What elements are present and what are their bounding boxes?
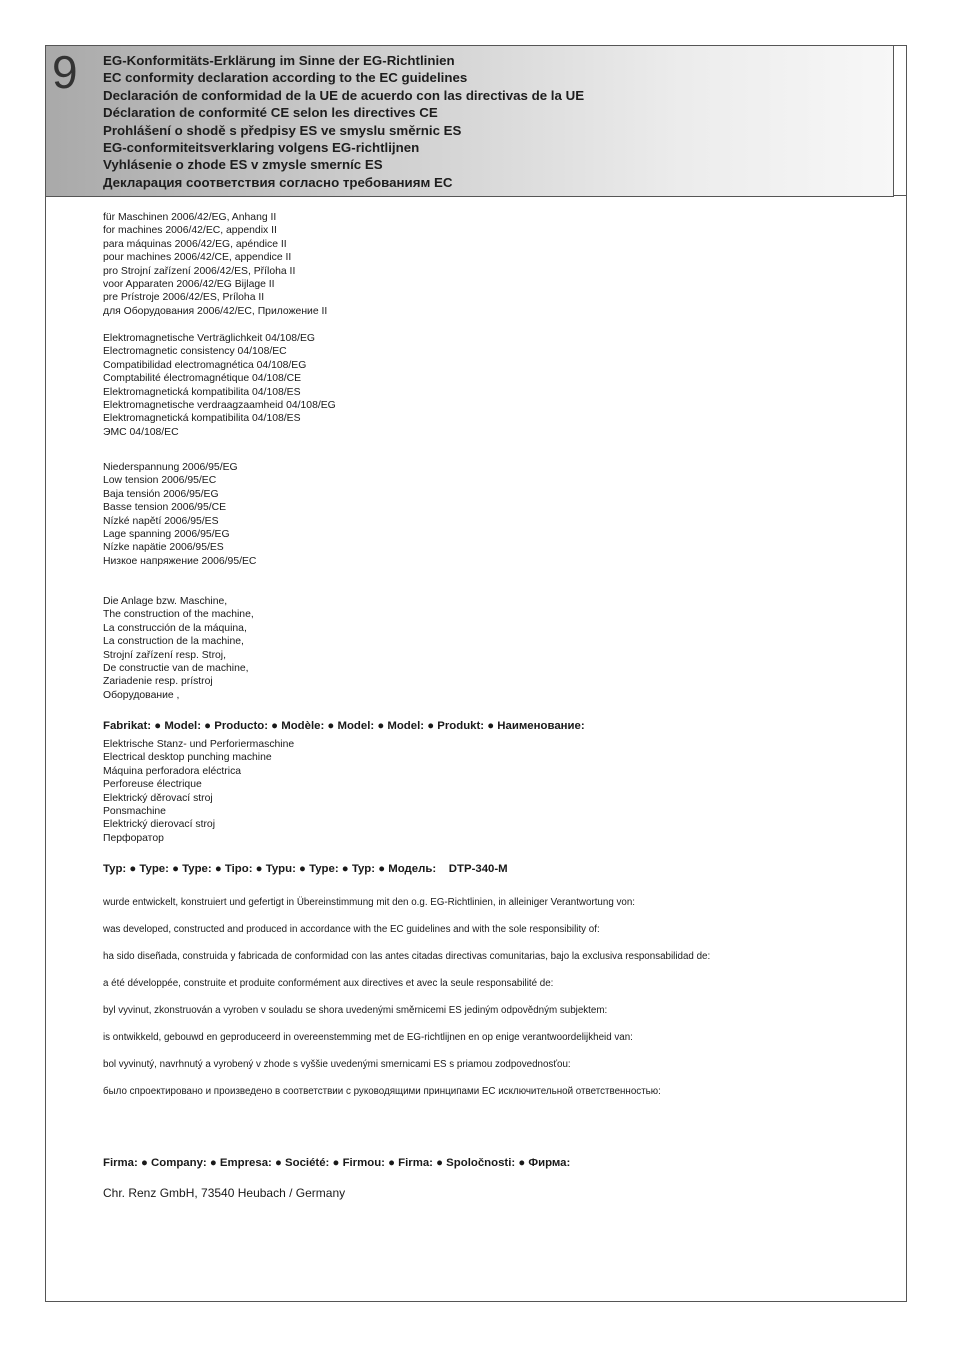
construction-line: La construcción de la máquina, — [103, 622, 247, 634]
section-number: 9 — [52, 46, 78, 98]
heading-es: Declaración de conformidad de la UE de acuerdo con las directivas de la UE — [103, 87, 585, 103]
construction-line: La construction de la machine, — [103, 636, 244, 648]
responsibility-line-ru: было спроектировано и произведено в соответствии с руководящими принципами ЕС исключительной ответственностью: — [103, 1086, 661, 1097]
directive-line: Elektromagnetische verdraagzaamheid 04/108/EG — [103, 400, 336, 412]
construction-line: Strojní zařízení resp. Stroj, — [103, 649, 227, 661]
directive-line: pour machines 2006/42/CE, appendice II — [103, 252, 292, 264]
directive-line: Baja tensión 2006/95/EG — [103, 488, 219, 500]
heading-cs: Prohlášení o shodě s předpisy ES ve smyslu směrnic ES — [103, 122, 462, 138]
directive-line: pre Prístroje 2006/42/ES, Príloha II — [103, 292, 265, 304]
responsibility-line-sk: bol vyvinutý, navrhnutý a vyrobený v zhode s vyššie uvedenými smernicami ES s priamou zodpovednosťou: — [103, 1059, 571, 1070]
directive-line: Lage spanning 2006/95/EG — [103, 529, 230, 541]
responsibility-line-nl: is ontwikkeld, gebouwd en geproduceerd in overeenstemming met de EG-richtlijnen en op enige verantwoordelijkheid van: — [103, 1032, 633, 1043]
heading-sk: Vyhlásenie o zhode ES v zmysle smerníc ES — [103, 157, 383, 173]
directive-line: Niederspannung 2006/95/EG — [103, 462, 238, 473]
low-voltage-directive-block — [103, 461, 256, 568]
directive-line: ЭМС 04/108/ЕС — [103, 426, 179, 438]
construction-block — [103, 595, 254, 702]
responsibility-line-es: ha sido diseñada, construida y fabricada de conformidad con las antes citadas directivas comunitarias, bajo la exclusiva responsabilidad de: — [103, 951, 711, 962]
emc-directive-block — [103, 332, 336, 439]
construction-line: De constructie van de machine, — [103, 663, 249, 675]
directive-line: Low tension 2006/95/EC — [103, 475, 217, 487]
directive-line: Electromagnetic consistency 04/108/EC — [103, 346, 287, 358]
construction-line: Zariadenie resp. prístroj — [103, 676, 213, 688]
product-name: Elektrische Stanz- und Perforiermaschine — [103, 739, 295, 750]
directive-line: Nízke napätie 2006/95/ES — [103, 542, 224, 554]
directive-line: para máquinas 2006/42/EG, apéndice II — [103, 238, 287, 250]
company-heading: Firma: ● Company: ● Empresa: ● Société: ● Firmou: ● Firma: ● Spoločnosti: ● Фирма: — [103, 1157, 571, 1169]
product-name: Elektrický děrovací stroj — [103, 792, 213, 804]
directive-line: Elektromagnetická kompatibilita 04/108/ES — [103, 413, 301, 425]
heading-en: EC conformity declaration according to the EC guidelines — [103, 70, 468, 86]
construction-line: Die Anlage bzw. Maschine, — [103, 596, 228, 607]
heading-nl: EG-conformiteitsverklaring volgens EG-richtlijnen — [103, 140, 420, 156]
directive-line: voor Apparaten 2006/42/EG Bijlage II — [103, 279, 275, 291]
directive-line: for machines 2006/42/EC, appendix II — [103, 225, 277, 237]
product-name: Electrical desktop punching machine — [103, 752, 272, 764]
declaration-headings — [103, 52, 584, 191]
responsibility-line-fr: a été développée, construite et produite conformément aux directives et avec la seule responsabilité de: — [103, 978, 554, 989]
directive-line: Elektromagnetische Verträglichkeit 04/108/EG — [103, 333, 315, 344]
banner-rule — [893, 46, 907, 196]
product-name: Ponsmachine — [103, 806, 166, 818]
product-name: Perforeuse électrique — [103, 779, 202, 791]
construction-line: Оборудование , — [103, 689, 180, 701]
heading-ru: Декларация соответствия согласно требованиям ЕС — [103, 174, 453, 190]
type-heading: Typ: ● Type: ● Type: ● Tipo: ● Typu: ● Type: ● Typ: ● Модель: DTP-340-M — [103, 863, 508, 875]
product-name: Elektrický dierovací stroj — [103, 819, 216, 831]
heading-de: EG-Konformitäts-Erklärung im Sinne der EG-Richtlinien — [103, 53, 455, 68]
directive-line: Compatibilidad electromagnética 04/108/EG — [103, 359, 307, 371]
product-heading: Fabrikat: ● Model: ● Producto: ● Modèle: ● Model: ● Model: ● Produkt: ● Наименование: — [103, 720, 585, 732]
heading-fr: Déclaration de conformité CE selon les directives CE — [103, 105, 438, 121]
responsibility-line-cs: byl vyvinut, zkonstruován a vyroben v souladu se shora uvedenými směrnicemi ES jediným odpovědným subjektem: — [103, 1005, 608, 1016]
directive-line: Elektromagnetická kompatibilita 04/108/ES — [103, 386, 301, 398]
directive-line: Basse tension 2006/95/CE — [103, 502, 227, 514]
machinery-directive-block — [103, 211, 327, 318]
directive-line: для Оборудования 2006/42/ЕС, Приложение II — [103, 305, 328, 317]
directive-line: Nízké napětí 2006/95/ES — [103, 515, 219, 527]
product-name: Máquina perforadora eléctrica — [103, 765, 242, 777]
directive-line: für Maschinen 2006/42/EG, Anhang II — [103, 212, 277, 223]
directive-line: Низкое напряжение 2006/95/ЕС — [103, 555, 257, 567]
construction-line: The construction of the machine, — [103, 609, 254, 621]
product-names-block — [103, 738, 294, 845]
product-name: Перфоратор — [103, 832, 164, 844]
company-name: Chr. Renz GmbH, 73540 Heubach / Germany — [103, 1186, 346, 1200]
responsibility-line-de: wurde entwickelt, konstruiert und gefertigt in Übereinstimmung mit den o.g. EG-Richtlinien, in alleiniger Verantwortung von: — [103, 897, 636, 908]
responsibility-line-en: was developed, constructed and produced in accordance with the EC guidelines and with the sole responsibility of: — [103, 924, 600, 935]
directive-line: Comptabilité électromagnétique 04/108/CE — [103, 373, 302, 385]
directive-line: pro Strojní zařízení 2006/42/ES, Příloha II — [103, 265, 296, 277]
